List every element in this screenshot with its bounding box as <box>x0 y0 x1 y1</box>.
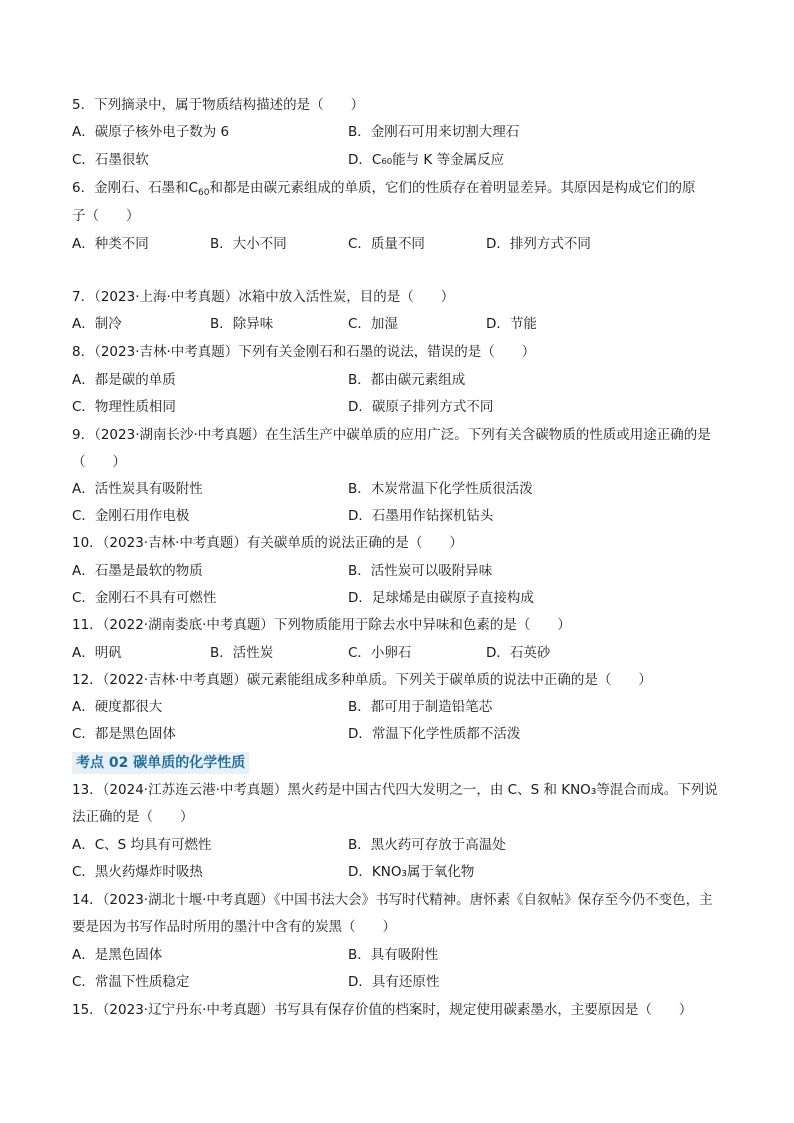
question-5-options-row1 <box>72 122 732 142</box>
option: D．排列方式不同 <box>486 236 591 252</box>
question-14-stem-cont: 要是因为书写作品时所用的墨汁中含有的炭黑（ ） <box>72 919 396 935</box>
question-7-stem: 7．（2023·上海·中考真题）冰箱中放入活性炭，目的是（ ） <box>72 289 455 305</box>
question-12-options-row1 <box>72 697 732 717</box>
option: D．碳原子排列方式不同 <box>348 399 494 415</box>
question-8-stem: 8．（2023·吉林·中考真题）下列有关金刚石和石墨的说法，错误的是（ ） <box>72 344 536 360</box>
option: B．活性炭可以吸附异味 <box>348 563 493 579</box>
question-13-options-row1 <box>72 835 732 855</box>
question-13-stem-cont: 法正确的是（ ） <box>72 809 194 825</box>
option: C．加湿 <box>348 316 398 332</box>
question-11-stem: 11．（2022·湖南娄底·中考真题）下列物质能用于除去水中异味和色素的是（ ） <box>72 617 571 633</box>
question-6-options <box>72 234 732 254</box>
option: B．金刚石可用来切割大理石 <box>348 124 520 140</box>
option: D．常温下化学性质都不活泼 <box>348 726 521 742</box>
option: A．制冷 <box>72 316 122 332</box>
stem-text: 6．金刚石、石墨和C <box>72 180 199 196</box>
option: B．具有吸附性 <box>348 947 439 963</box>
option: B．活性炭 <box>210 645 274 661</box>
question-10-options-row1 <box>72 561 732 581</box>
question-7-options <box>72 314 732 334</box>
option: C．石墨很软 <box>72 152 149 168</box>
option: C．都是黑色固体 <box>72 726 176 742</box>
option: A．活性炭具有吸附性 <box>72 481 203 497</box>
option: B．大小不同 <box>210 236 287 252</box>
option: D．KNO₃属于氧化物 <box>348 864 475 880</box>
question-14-options-row1 <box>72 945 732 965</box>
subscript: 60 <box>198 188 210 198</box>
question-6-stem <box>72 178 732 203</box>
question-5-options-row2 <box>72 150 732 170</box>
question-12-options-row2 <box>72 724 732 744</box>
option: C．黑火药爆炸时吸热 <box>72 864 203 880</box>
question-9-options-row2 <box>72 506 732 526</box>
question-14-stem: 14．（2023·湖北十堰·中考真题）《中国书法大会》书写时代精神。唐怀素《自叙帖》保存至今仍不变色，主 <box>72 892 713 908</box>
question-13-options-row2 <box>72 862 732 882</box>
question-15-stem: 15．（2023·辽宁丹东·中考真题）书写具有保存价值的档案时，规定使用碳素墨水，主要原因是（ ） <box>72 1002 693 1018</box>
question-13-stem: 13．（2024·江苏连云港·中考真题）黑火药是中国古代四大发明之一，由 C、S 和 KNO₃等混合而成。下列说 <box>72 782 718 798</box>
option: B．木炭常温下化学性质很活泼 <box>348 481 533 497</box>
option: C．常温下性质稳定 <box>72 974 190 990</box>
option: A．种类不同 <box>72 236 149 252</box>
stem-text: 和都是由碳元素组成的单质，它们的性质存在着明显差异。其原因是构成它们的原 <box>209 180 696 196</box>
option: A．是黑色固体 <box>72 947 163 963</box>
option: C．金刚石用作电极 <box>72 508 190 524</box>
question-12-stem: 12．（2022·吉林·中考真题）碳元素能组成多种单质。下列关于碳单质的说法中正确的是（ ） <box>72 672 652 688</box>
question-10-stem: 10．（2023·吉林·中考真题）有关碳单质的说法正确的是（ ） <box>72 535 463 551</box>
question-8-options-row1 <box>72 370 732 390</box>
option: A．硬度都很大 <box>72 699 163 715</box>
question-8-options-row2 <box>72 397 732 417</box>
option: B．都可用于制造铅笔芯 <box>348 699 493 715</box>
question-9-options-row1 <box>72 479 732 499</box>
option: B．除异味 <box>210 316 274 332</box>
option: D．石墨用作钻探机钻头 <box>348 508 494 524</box>
option: C．质量不同 <box>348 236 425 252</box>
question-6-stem-cont: 子（ ） <box>72 208 140 224</box>
option: B．黑火药可存放于高温处 <box>348 837 506 853</box>
option: B．都由碳元素组成 <box>348 372 466 388</box>
option: A．C、S 均具有可燃性 <box>72 837 212 853</box>
option: D．节能 <box>486 316 537 332</box>
option: D．石英砂 <box>486 645 551 661</box>
section-heading: 考点 02 碳单质的化学性质 <box>72 752 249 774</box>
question-9-stem: 9．（2023·湖南长沙·中考真题）在生活生产中碳单质的应用广泛。下列有关含碳物质的性质或用途正确的是 <box>72 427 711 443</box>
option: D．足球烯是由碳原子直接构成 <box>348 590 534 606</box>
option: C．金刚石不具有可燃性 <box>72 590 217 606</box>
question-5-stem: 5．下列摘录中，属于物质结构描述的是（ ） <box>72 97 365 113</box>
option: A．明矾 <box>72 645 122 661</box>
option: D．C₆₀能与 K 等金属反应 <box>348 152 505 168</box>
option: A．都是碳的单质 <box>72 372 176 388</box>
question-10-options-row2 <box>72 588 732 608</box>
option: A．碳原子核外电子数为 6 <box>72 124 230 140</box>
option: C．物理性质相同 <box>72 399 176 415</box>
question-11-options <box>72 643 732 663</box>
option: D．具有还原性 <box>348 974 440 990</box>
option: A．石墨是最软的物质 <box>72 563 203 579</box>
question-9-stem-cont: （ ） <box>72 454 126 470</box>
question-14-options-row2 <box>72 972 732 992</box>
option: C．小卵石 <box>348 645 412 661</box>
